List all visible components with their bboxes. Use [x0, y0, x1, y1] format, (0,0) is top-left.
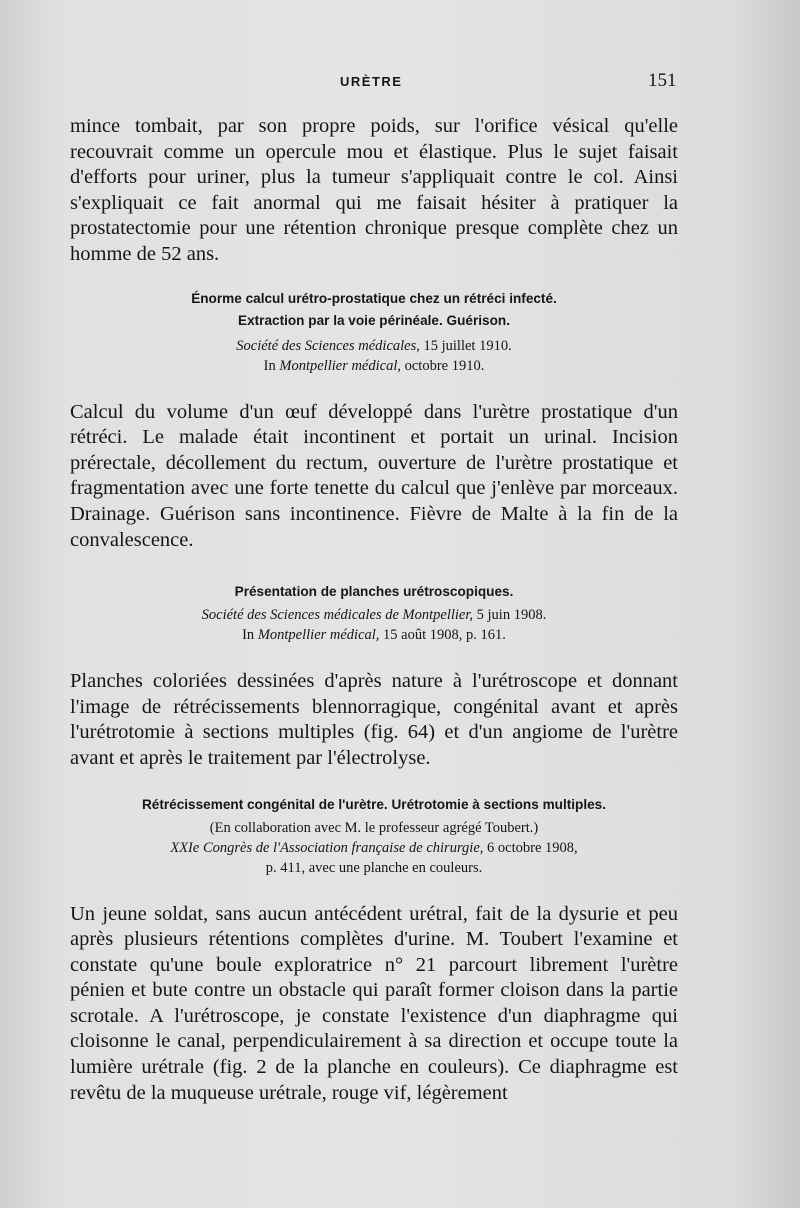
section-title: Énorme calcul urétro-prostatique chez un rétréci infecté. [191, 290, 557, 306]
page-body [70, 114, 678, 1106]
section-calcul-heading [70, 288, 678, 376]
journal-prefix: In [263, 357, 280, 374]
congress-date: 6 octobre 1908, [483, 839, 578, 856]
page-header [0, 70, 800, 94]
journal-reference [70, 356, 678, 376]
paragraph-calcul: Calcul du volume d'un œuf développé dans l'urètre prostatique d'un rétréci. Le malade était incontinent et portait un urinal. Incision prérectale, décollement du rectum, ouverture de l'urètre prostatique et fragmentation avec une forte tenette du calcul que j'enlève par morceaux. Drainage. Guérison sans incontinence. Fièvre de Malte à la fin de la convalescence. [70, 400, 678, 551]
paragraph-intro: mince tombait, par son propre poids, sur l'orifice vésical qu'elle recouvrait comme un opercule mou et élastique. Plus le sujet faisait d'efforts pour uriner, plus la tumeur s'appliquait contre le col. Ainsi s'expliquait ce fait anormal qui me faisait hésiter à pratiquer la prostatectomie pour une rétention chronique presque complète chez un homme de 52 ans. [70, 115, 678, 265]
society-name: Société des Sciences médicales, [236, 337, 420, 354]
paragraph-case: Un jeune soldat, sans aucun antécédent urétral, fait de la dysurie et peu après plusieurs rétentions complètes d'urine. M. Toubert l'examine et constate qu'une boule exploratrice n° 21 parcourt librement l'urètre pénien et bute contre un obstacle qui paraît former cloison dans la partie scrotale. A l'urétroscope, je constate l'existence d'un diaphragme qui cloisonne le canal, perpendiculairement à sa direction et occupe toute la lumière urétrale (fig. 2 de la planche en couleurs). Ce diaphragme est revêtu de la muqueuse urétrale, rouge vif, légèrement [70, 902, 678, 1104]
publication-date: 15 juillet 1910. [419, 337, 512, 354]
page-number: 151 [648, 70, 677, 91]
section-title: Rétrécissement congénital de l'urètre. Urétrotomie à sections multiples. [141, 796, 607, 812]
journal-date: 15 août 1908, p. 161. [379, 627, 506, 644]
congress-pages: p. 411, avec une planche en couleurs. [265, 859, 483, 876]
section-retrecissement-heading [70, 794, 678, 878]
society-name: Société des Sciences médicales de Montpellier, [201, 607, 474, 624]
collaboration-note: (En collaboration avec M. le professeur agrégé Toubert.) [209, 819, 539, 836]
journal-date: octobre 1910. [400, 357, 485, 374]
paragraph-planches: Planches coloriées dessinées d'après nature à l'urétroscope et donnant l'image de rétrécissements blennorragique, congénital avant et après l'urétrotomie à sections multiples (fig. 64) et d'un angiome de l'urètre avant et après le traitement par l'électrolyse. [70, 670, 678, 769]
journal-prefix: In [242, 627, 258, 644]
section-planches-heading [70, 581, 678, 645]
running-title: URÈTRE [340, 74, 403, 89]
congress-name: XXIe Congrès de l'Association française de chirurgie, [170, 839, 484, 856]
publication-date: 5 juin 1908. [473, 607, 547, 624]
section-subtitle: Extraction par la voie périnéale. Guérison. [238, 312, 510, 328]
publication-reference [70, 605, 678, 625]
journal-reference [70, 625, 678, 645]
section-title: Présentation de planches urétroscopiques. [234, 584, 514, 600]
publication-reference [70, 336, 678, 356]
congress-reference [70, 838, 678, 858]
journal-name: Montpellier médical, [279, 357, 401, 374]
journal-name: Montpellier médical, [257, 627, 380, 644]
